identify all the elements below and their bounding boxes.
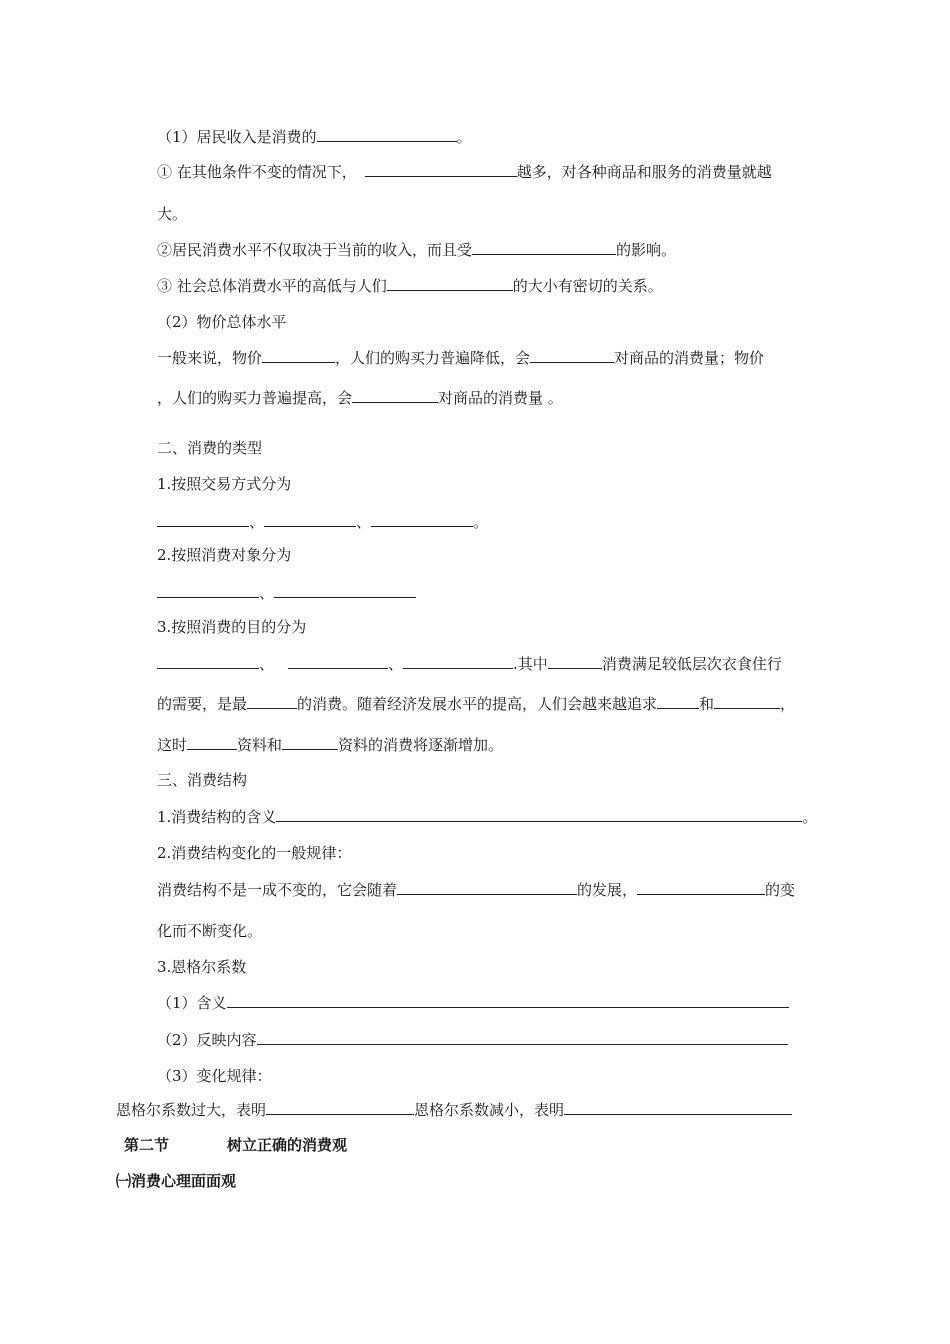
blank bbox=[282, 735, 338, 750]
blank bbox=[397, 880, 577, 895]
engel-rule: （3）变化规律： bbox=[157, 1067, 272, 1085]
blank bbox=[714, 694, 780, 709]
structure-item-1: 1.消费结构的含义 。 bbox=[157, 808, 818, 826]
blank bbox=[352, 388, 438, 403]
blank bbox=[657, 694, 699, 709]
blank bbox=[371, 512, 473, 527]
types-item-1-blanks: 、 、 。 bbox=[157, 512, 488, 532]
blank bbox=[276, 807, 802, 822]
subsection-heading: ㈠消费心理面面观 bbox=[116, 1172, 237, 1190]
blank bbox=[274, 583, 416, 598]
blank bbox=[365, 162, 517, 177]
structure-item-2: 2.消费结构变化的一般规律： bbox=[157, 844, 352, 862]
blank bbox=[157, 654, 259, 669]
blank bbox=[472, 240, 616, 255]
section-label: 第二节 bbox=[124, 1136, 170, 1154]
blank bbox=[637, 880, 765, 895]
blank bbox=[387, 276, 513, 291]
income-point-3: ③ 社会总体消费水平的高低与人们 的大小有密切的关系。 bbox=[157, 277, 663, 295]
blank bbox=[266, 1100, 414, 1115]
blank bbox=[317, 127, 457, 142]
price-line-1: 一般来说，物价 ，人们的购买力普遍降低，会 对商品的消费量；物价 bbox=[157, 349, 765, 367]
blank bbox=[564, 1100, 792, 1115]
blank bbox=[403, 654, 513, 669]
types-item-2: 2.按照消费对象分为 bbox=[157, 546, 292, 564]
types-item-3-line-2: 的需要，是最 的消费。随着经济发展水平的提高，人们会越来越追求 和 ， bbox=[157, 695, 796, 713]
blank bbox=[247, 694, 297, 709]
types-item-3-line-1: 、 、 .其中 消费满足较低层次衣食住行 bbox=[157, 654, 782, 674]
types-item-3-line-3: 这时 资料和 资料的消费将逐渐增加。 bbox=[157, 736, 504, 754]
engel-content: （2）反映内容 bbox=[157, 1030, 788, 1050]
types-item-2-blanks: 、 bbox=[157, 583, 416, 603]
structure-rule-line-2: 化而不断变化。 bbox=[157, 922, 263, 940]
blank bbox=[530, 348, 614, 363]
types-item-1: 1.按照交易方式分为 bbox=[157, 475, 292, 493]
blank bbox=[262, 348, 335, 363]
blank bbox=[157, 583, 259, 598]
engel-rule-line: 恩格尔系数过大，表明 恩格尔系数减小，表明 bbox=[116, 1100, 792, 1120]
blank bbox=[227, 993, 789, 1008]
blank bbox=[157, 512, 249, 527]
section-title: 树立正确的消费观 bbox=[227, 1136, 348, 1154]
structure-heading: 三、消费结构 bbox=[157, 771, 248, 789]
types-item-3: 3.按照消费的目的分为 bbox=[157, 618, 307, 636]
income-point-2: ②居民消费水平不仅取决于当前的收入，而且受 的影响。 bbox=[157, 241, 677, 259]
structure-rule-line-1: 消费结构不是一成不变的，它会随着 的发展， 的变 bbox=[157, 881, 796, 899]
engel-heading: 3.恩格尔系数 bbox=[157, 958, 247, 976]
engel-definition: （1）含义 bbox=[157, 993, 789, 1013]
income-title-line: （1）居民收入是消费的 。 bbox=[157, 128, 472, 146]
blank bbox=[548, 654, 602, 669]
income-point-1-cont: 大。 bbox=[157, 205, 188, 223]
blank bbox=[187, 735, 237, 750]
blank bbox=[264, 512, 356, 527]
blank bbox=[288, 654, 388, 669]
price-line-2: ，人们的购买力普遍提高，会 对商品的消费量 。 bbox=[157, 389, 563, 407]
blank bbox=[257, 1030, 788, 1045]
price-title: （2）物价总体水平 bbox=[157, 313, 287, 331]
types-heading: 二、消费的类型 bbox=[157, 439, 263, 457]
income-title: （1）居民收入是消费的 bbox=[157, 128, 317, 146]
income-point-1: ① 在其他条件不变的情况下， 越多，对各种商品和服务的消费量就越 bbox=[157, 163, 772, 181]
